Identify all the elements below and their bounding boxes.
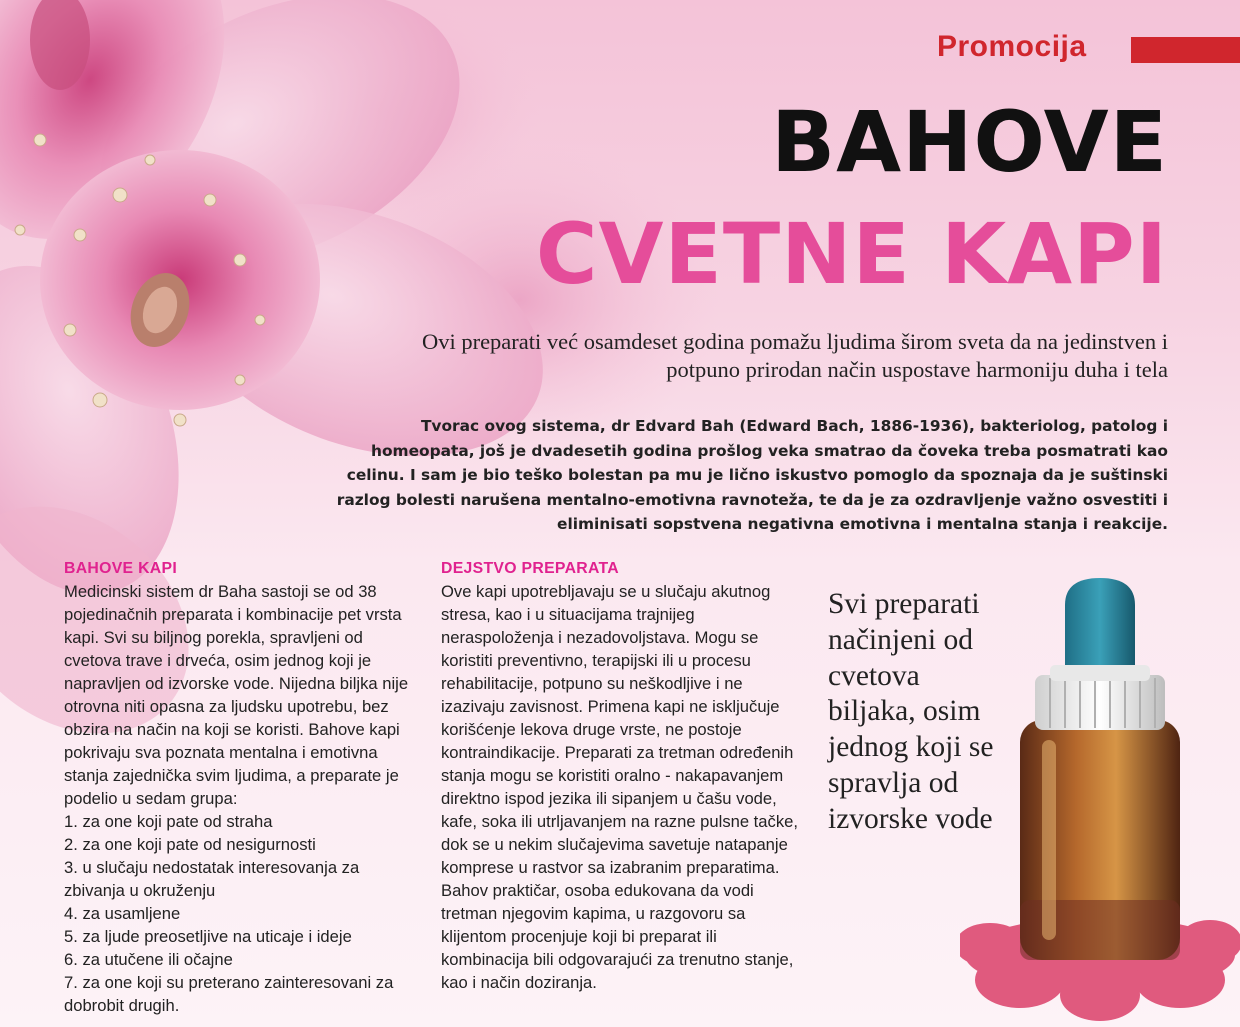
section-label: Promocija [937, 30, 1087, 63]
column2-body: Ove kapi upotrebljavaju se u slučaju akutnog stresa, kao i u situacijama trajnijeg neraspoloženja i nezadovoljstava. Mogu se koristiti preventivno, terapijski ili u procesu rehabilitacije, potpuno su neškodljive i ne izazivaju zavisnost. Primena kapi ne isključuje korišćenje lekova druge vrste, ne postoje kontraindikacije. Preparati za tretman određenih stanja mogu se koristiti oralno - nakapavanjem direktno ispod jezika ili sipanjem u čašu vode, kafe, soka ili utrljavanjem na razne pulsne tačke, dok se u nekim slučajevima savetuje natapanje komprese u rastvor sa izabranim preparatima. Bahov praktičar, osoba edukovana da vodi tretman njegovim kapima, u razgovoru sa klijentom procenjuje koji bi preparat ili kombinacija bili odgovarajući za trenutno stanje, kao i način doziranja. [441, 582, 798, 992]
list-item: 3. u slučaju nedostatak interesovanja za zbivanja u okruženju [64, 858, 360, 900]
title-line-2: CVETNE KAPI [535, 205, 1168, 303]
intro-paragraph: Tvorac ovog sistema, dr Edvard Bah (Edward Bach, 1886-1936), bakteriolog, patolog i homeopata, još je dvadesetih godina prošlog veka smatrao da čoveka treba posmatrati kao celinu. I sam je bio teško bolestan pa mu je lično iskustvo pomoglo da spoznaja da je suštinski razlog bolesti narušena mentalno-emotivna ravnoteža, te da je za ozdravljenje važno osvestiti i eliminisati sopstvena negativna emotivna i mentalna stanja i reakcije. [336, 417, 1168, 533]
list-item: 7. za one koji su preterano zainteresovani za dobrobit drugih. [64, 973, 394, 1015]
groups-list [64, 810, 420, 1017]
column1-body: Medicinski sistem dr Baha sastoji se od 38 pojedinačnih preparata i kombinacije pet vrsta kapi. Svi su biljnog porekla, spravljeni od cvetova trave i drveća, osim jednog koji je napravljen od izvorske vode. Nijedna biljka nije otrovna niti opasna za ljudsku upotrebu, bez obzira na način na koji se koristi. Bahove kapi pokrivaju sva poznata mentalna i emotivna stanja zajednička svim ljudima, a preparate je podelio u sedam grupa: [64, 582, 409, 808]
column-dejstvo-preparata [441, 557, 801, 994]
dropper-bottle-image [960, 570, 1240, 1027]
section-accent-bar [1131, 37, 1240, 63]
title-line-1: BAHOVE [771, 93, 1168, 191]
list-item: 4. za usamljene [64, 904, 181, 923]
pull-quote: Svi preparati načinjeni od cvetova biljaka, osim jednog koji se spravlja od izvorske vode [828, 588, 994, 835]
list-item: 2. za one koji pate od nesigurnosti [64, 835, 316, 854]
list-item: 6. za utučene ili očajne [64, 950, 233, 969]
list-item: 5. za ljude preosetljive na uticaje i ideje [64, 927, 352, 946]
lead-paragraph: Ovi preparati već osamdeset godina pomažu ljudima širom sveta da na jedinstven i potpuno prirodan način uspostave harmoniju duha i tela [421, 329, 1168, 382]
column2-heading: DEJSTVO PREPARATA [441, 560, 620, 577]
list-item: 1. za one koji pate od straha [64, 812, 273, 831]
column1-heading: BAHOVE KAPI [64, 560, 178, 577]
column-bahove-kapi [64, 557, 420, 1017]
